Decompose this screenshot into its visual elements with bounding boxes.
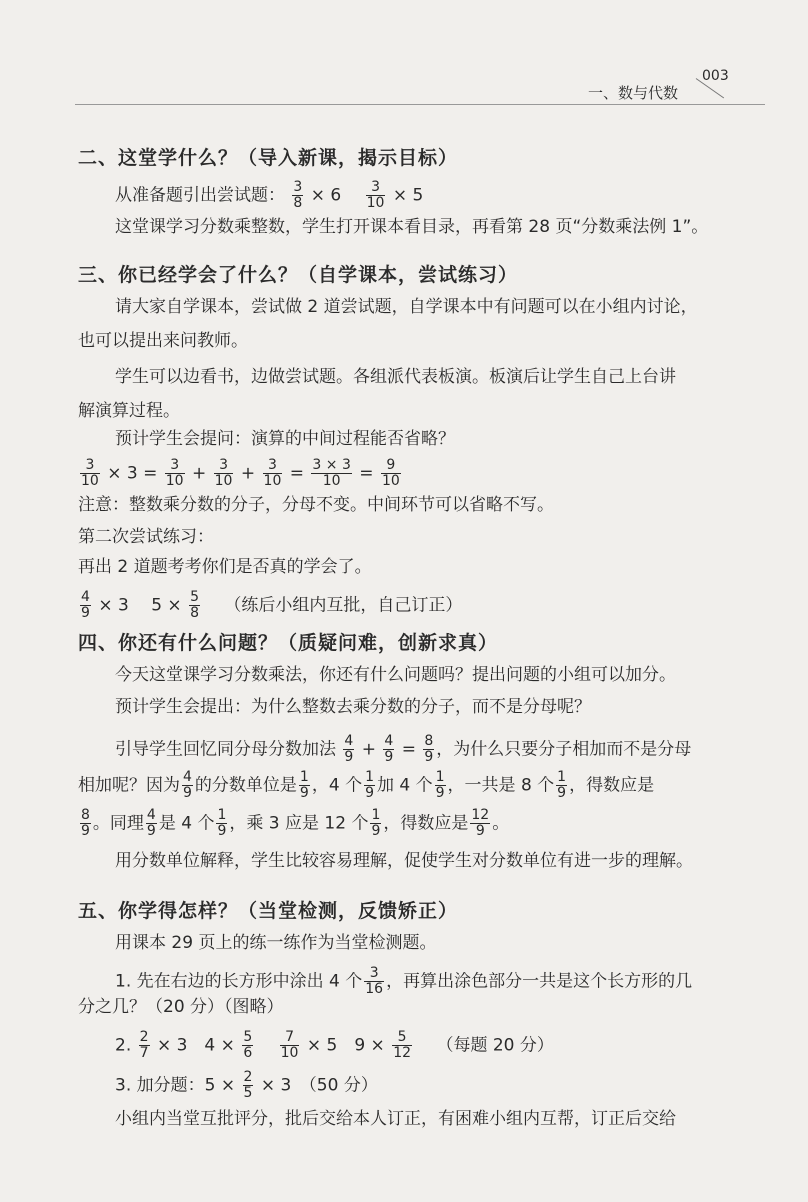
s2-line-1: 从准备题引出尝试题： $\frac{3}{8}$ × 6 $\frac{3}{10}$ × 5: [115, 179, 424, 211]
section-5-title: 五、你学得怎样？（当堂检测，反馈矫正）: [78, 900, 459, 922]
section-4-title: 四、你还有什么问题？（质疑问难，创新求真）: [78, 632, 499, 654]
s4-p3: 引导学生回忆同分母分数加法 $\frac{4}{9}$ + $\frac{4}{9}$ = $\frac{8}{9}$ ，为什么只要分子相加而不是分母: [115, 733, 692, 765]
s4-p1: 今天这堂课学习分数乘法，你还有什么问题吗？提出问题的小组可以加分。: [115, 665, 676, 685]
section-3-title: 三、你已经学会了什么？（自学课本，尝试练习）: [78, 264, 519, 286]
s3-p6: 再出 2 道题考考你们是否真的学会了。: [78, 557, 372, 577]
s5-p1: 用课本 29 页上的练一练作为当堂检测题。: [115, 933, 437, 953]
s4-p5: $\frac{8}{9}$ 。同理 $\frac{4}{9}$ 是 4 个 $\frac{1}{9}$ ，乘 3 应是 12 个 $\frac{1}{9}$ ，得数应是 $\frac{12}{9}$ 。: [81, 807, 510, 839]
s3-p5: 第二次尝试练习：: [78, 527, 214, 547]
page-number: 003: [702, 68, 729, 84]
s3-p4: 注意：整数乘分数的分子，分母不变。中间环节可以省略不写。: [78, 495, 554, 515]
s3-p2a: 学生可以边看书，边做尝试题。各组派代表板演。板演后让学生自己上台讲: [115, 367, 676, 387]
s4-p2: 预计学生会提出：为什么整数去乘分数的分子，而不是分母呢？: [115, 697, 591, 717]
s3-p1b: 也可以提出来问教师。: [78, 331, 248, 351]
s3-formula: $\frac{3}{10}$ × 3 = $\frac{3}{10}$ + $\frac{3}{10}$ + $\frac{3}{10}$ = $\frac{3 \times 3}{10}$ = $\frac{9}{10}$: [81, 457, 400, 489]
s5-q3: 3. 加分题：5 × $\frac{2}{5}$ × 3 （50 分）: [115, 1069, 378, 1101]
s4-p4: 相加呢？因为 $\frac{4}{9}$ 的分数单位是 $\frac{1}{9}$ ，4 个 $\frac{1}{9}$ 加 4 个 $\frac{1}{9}$ ，一共是 8 个 $\frac{1}{9}$ ，得数应是: [78, 769, 655, 801]
s5-last: 小组内当堂互批评分，批后交给本人订正，有困难小组内互帮，订正后交给: [115, 1109, 676, 1129]
s4-p6: 用分数单位解释，学生比较容易理解，促使学生对分数单位有进一步的理解。: [115, 851, 693, 871]
s5-q1b: 分之几？（20 分）（图略）: [78, 997, 284, 1017]
section-2-title: 二、这堂学什么？（导入新课，揭示目标）: [78, 147, 459, 169]
s3-p2b: 解演算过程。: [78, 401, 180, 421]
header-rule: [75, 104, 765, 105]
s3-p3: 预计学生会提问：演算的中间过程能否省略？: [115, 429, 455, 449]
s3-p1a: 请大家自学课本，尝试做 2 道尝试题，自学课本中有问题可以在小组内讨论，: [115, 297, 698, 317]
s3-p7: $\frac{4}{9}$ × 3 5 × $\frac{5}{8}$ （练后小组内互批，自己订正）: [81, 589, 463, 621]
s5-q2: 2. $\frac{2}{7}$ × 3 4 × $\frac{5}{6}$ $\frac{7}{10}$ × 5 9 × $\frac{5}{12}$ （每题 20 分）: [115, 1029, 554, 1061]
s5-q1a: 1. 先在右边的长方形中涂出 4 个 $\frac{3}{16}$ ，再算出涂色部分一共是这个长方形的几: [115, 965, 693, 997]
s2-line-2: 这堂课学习分数乘整数，学生打开课本看目录，再看第 28 页“分数乘法例 1”。: [115, 217, 709, 237]
running-header: 一、数与代数: [587, 84, 678, 102]
